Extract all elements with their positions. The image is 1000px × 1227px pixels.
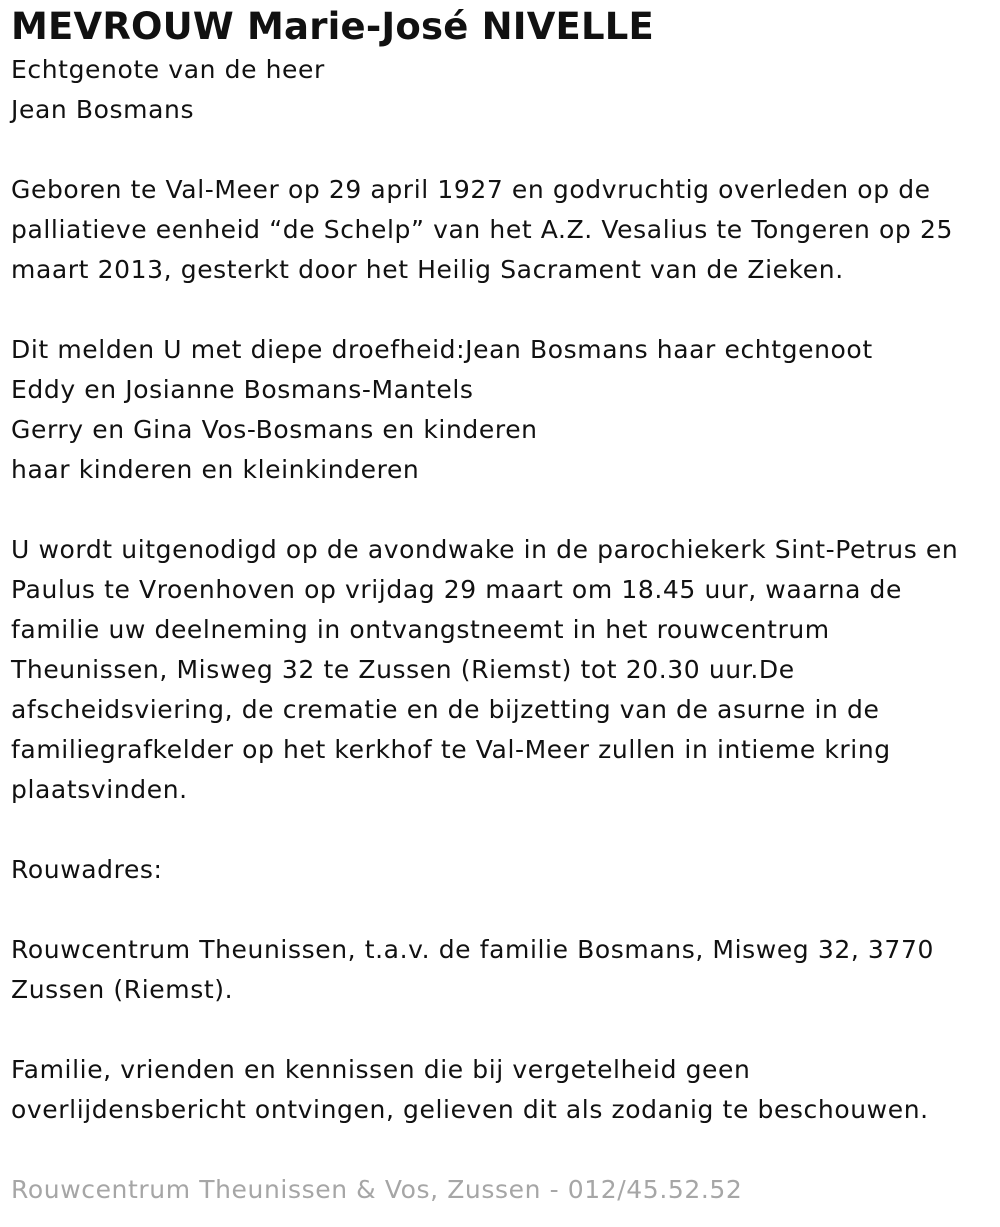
paragraph-line: Zussen (Riemst).	[11, 975, 234, 1004]
paragraph-gap	[11, 290, 986, 330]
paragraph-line: overlijdensbericht ontvingen, gelieven dit als zodanig te beschouwen.	[11, 1095, 929, 1124]
ceremony-paragraph	[11, 530, 986, 810]
spouse-line: Jean Bosmans	[11, 95, 195, 124]
birth-death-paragraph	[11, 170, 986, 290]
spouse-section	[11, 50, 986, 130]
paragraph-line: afscheidsviering, de crematie en de bijzetting van de asurne in de	[11, 695, 880, 724]
paragraph-line: haar kinderen en kleinkinderen	[11, 455, 420, 484]
address-label: Rouwadres:	[11, 855, 163, 884]
paragraph-gap	[11, 1010, 986, 1050]
paragraph-gap	[11, 1130, 986, 1170]
notice-paragraph	[11, 1050, 986, 1130]
paragraph-line: Theunissen, Misweg 32 te Zussen (Riemst) tot 20.30 uur.De	[11, 655, 795, 684]
address-paragraph	[11, 930, 986, 1010]
paragraph-line: familiegrafkelder op het kerkhof te Val-Meer zullen in intieme kring	[11, 735, 891, 764]
paragraph-line: Gerry en Gina Vos-Bosmans en kinderen	[11, 415, 538, 444]
paragraph-line: Dit melden U met diepe droefheid:Jean Bosmans haar echtgenoot	[11, 335, 873, 364]
paragraph-gap	[11, 810, 986, 850]
paragraph-gap	[11, 490, 986, 530]
family-paragraph	[11, 330, 986, 490]
spouse-line: Echtgenote van de heer	[11, 55, 325, 84]
paragraph-line: Familie, vrienden en kennissen die bij vergetelheid geen	[11, 1055, 751, 1084]
paragraph-line: Geboren te Val-Meer op 29 april 1927 en godvruchtig overleden op de	[11, 175, 931, 204]
deceased-name-title: MEVROUW Marie-José NIVELLE	[11, 5, 655, 48]
paragraph-line: palliatieve eenheid “de Schelp” van het A.Z. Vesalius te Tongeren op 25	[11, 215, 953, 244]
funeral-home-footer: Rouwcentrum Theunissen & Vos, Zussen - 012/45.52.52	[11, 1175, 743, 1204]
paragraph-line: Paulus te Vroenhoven op vrijdag 29 maart om 18.45 uur, waarna de	[11, 575, 902, 604]
paragraph-line: U wordt uitgenodigd op de avondwake in de parochiekerk Sint-Petrus en	[11, 535, 959, 564]
paragraph-line: maart 2013, gesterkt door het Heilig Sacrament van de Zieken.	[11, 255, 844, 284]
paragraph-line: Eddy en Josianne Bosmans-Mantels	[11, 375, 474, 404]
paragraph-line: familie uw deelneming in ontvangstneemt in het rouwcentrum	[11, 615, 830, 644]
paragraph-line: plaatsvinden.	[11, 775, 188, 804]
paragraph-gap	[11, 130, 986, 170]
obituary-document	[11, 4, 986, 1210]
paragraph-line: Rouwcentrum Theunissen, t.a.v. de familie Bosmans, Misweg 32, 3770	[11, 935, 934, 964]
paragraph-gap	[11, 890, 986, 930]
